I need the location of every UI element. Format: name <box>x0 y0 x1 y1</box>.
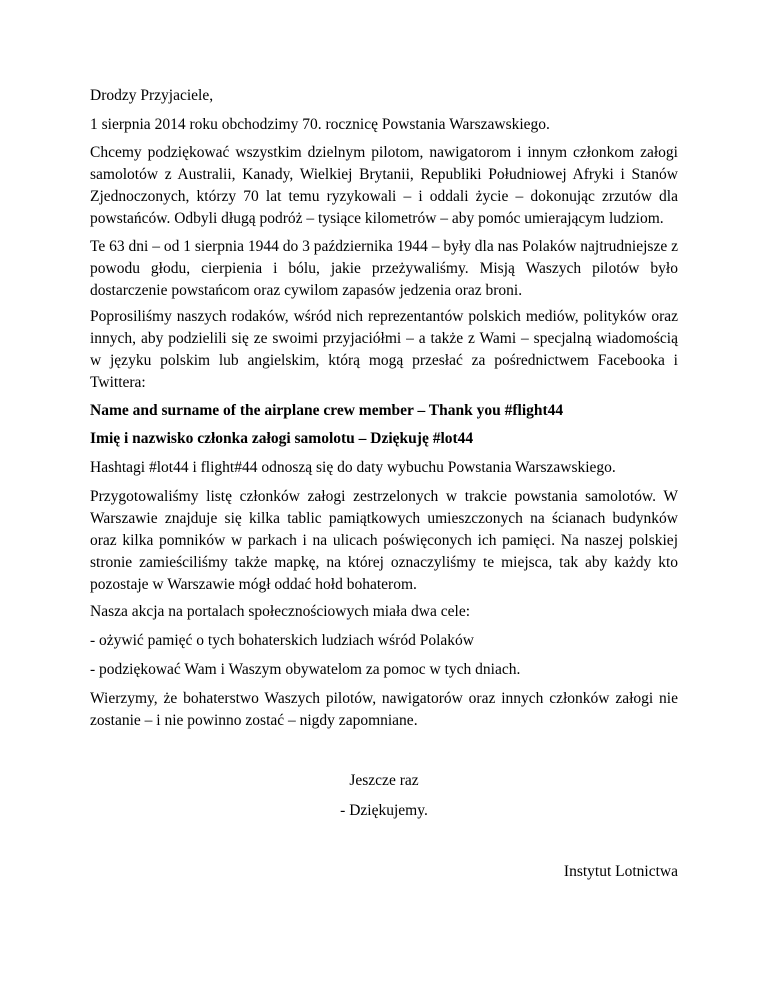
paragraph-63-days: Te 63 dni – od 1 sierpnia 1944 do 3 października 1944 – były dla nas Polaków najtrudniejsze z powodu głodu, cierpienia i bólu, jakie przeżywaliśmy. Misją Waszych pilotów było dostarczenie powstańcom oraz cywilom zapasów jedzenia oraz broni. <box>90 238 678 299</box>
paragraph-goals: Nasza akcja na portalach społecznościowych miała dwa cele: <box>90 603 470 620</box>
goal-item-thanks: - podziękować Wam i Waszym obywatelom za pomoc w tych dniach. <box>90 661 521 678</box>
signature: Instytut Lotnictwa <box>563 863 678 880</box>
greeting: Drodzy Przyjaciele, <box>90 87 214 104</box>
closing-once-more: Jeszcze raz <box>349 772 419 789</box>
paragraph-thanks: Chcemy podziękować wszystkim dzielnym pilotom, nawigatorom i innym członkom załogi samolotów z Australii, Kanady, Wielkiej Brytanii, Republiki Południowej Afryki i Stanów Zjednoczonych, którzy 70 lat temu ryzykowali – i oddali życie – dokonując zrzutów dla powstańców. Odbyli długą podróż – tysiące kilometrów – aby pomóc umierającym ludziom. <box>90 144 678 227</box>
closing-thank-you: - Dziękujemy. <box>340 802 428 819</box>
goal-item-memory: - ożywić pamięć o tych bohaterskich ludziach wśród Polaków <box>90 632 474 649</box>
message-polish: Imię i nazwisko członka załogi samolotu – Dziękuję #lot44 <box>90 430 474 447</box>
paragraph-anniversary: 1 sierpnia 2014 roku obchodzimy 70. rocznicę Powstania Warszawskiego. <box>90 116 550 133</box>
paragraph-request: Poprosiliśmy naszych rodaków, wśród nich reprezentantów polskich mediów, polityków oraz innych, aby podzielili się ze swoimi przyjaciółmi – a także z Wami – specjalną wiadomością w języku polskim lub angielskim, którą mogą przesłać za pośrednictwem Facebooka i Twittera: <box>90 308 678 391</box>
paragraph-hashtags: Hashtagi #lot44 i flight#44 odnoszą się do daty wybuchu Powstania Warszawskiego. <box>90 459 616 476</box>
message-english: Name and surname of the airplane crew member – Thank you #flight44 <box>90 402 564 419</box>
paragraph-belief: Wierzymy, że bohaterstwo Waszych pilotów, nawigatorów oraz innych członków załogi nie zostanie – i nie powinno zostać – nigdy zapomniane. <box>90 690 678 729</box>
paragraph-crew-list: Przygotowaliśmy listę członków załogi zestrzelonych w trakcie powstania samolotów. W Warszawie znajduje się kilka tablic pamiątkowych umieszczonych na ścianach budynków oraz kilka pomników w parkach i na ulicach poświęconych ich pamięci. Na naszej polskiej stronie zamieściliśmy także mapkę, na której oznaczyliśmy te miejsca, tak aby każdy kto pozostaje w Warszawie mógł oddać hołd bohaterom. <box>90 488 678 593</box>
